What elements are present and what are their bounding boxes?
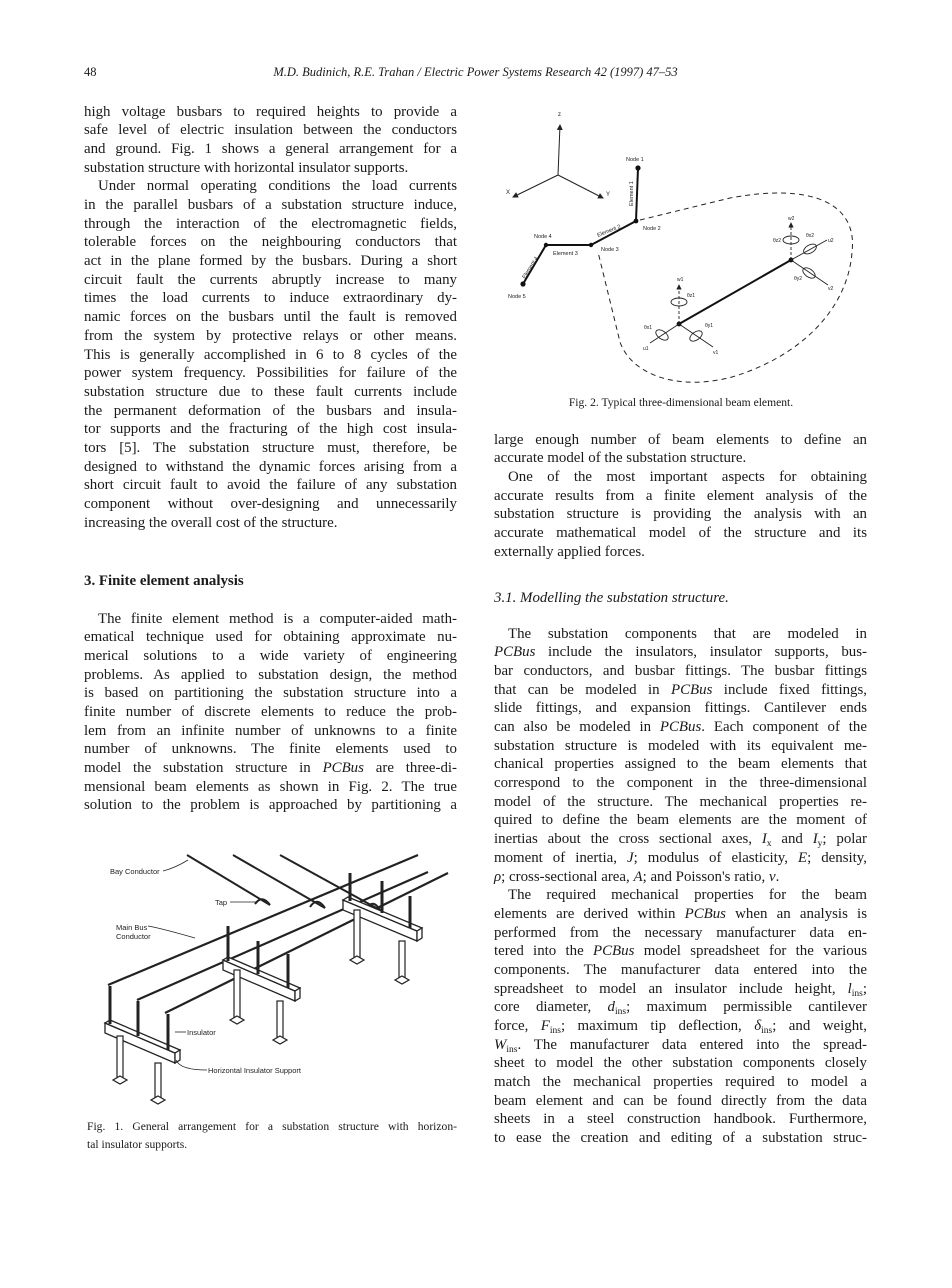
node-5-label: Node 5 (508, 294, 526, 300)
text-line: ematical technique used for obtaining approximate nu- (84, 629, 457, 646)
subscript: ins (761, 1026, 773, 1037)
nodes (520, 165, 640, 286)
theta-y2-label: θy2 (794, 276, 803, 282)
page-number: 48 (84, 65, 97, 79)
text-line: elements are derived within PCBus when an analysis is (494, 905, 867, 922)
text-line: tors [5]. The substation structure must, therefore, be (84, 439, 457, 456)
italic-run: F (540, 1018, 550, 1035)
text-line: number of unknowns. The finite elements used to (84, 741, 457, 758)
text-line: namic forces on the busbars until the fault is removed (84, 309, 457, 326)
italic-run: PCBus (671, 681, 713, 698)
text-line: can also be modeled in PCBus. Each component of the (494, 719, 867, 736)
label-horizontal-insulator-support: Horizontal Insulator Support (208, 1066, 301, 1075)
text-line: that can be modeled in PCBus include fixed fittings, (494, 681, 867, 698)
figure-2-beam-element-diagram (480, 80, 900, 390)
text-line: ρ; cross-sectional area, A; and Poisson's ratio, ν. (494, 868, 780, 885)
italic-run: J (626, 849, 634, 866)
label-insulator: Insulator (187, 1028, 216, 1037)
text-line: beam element and can be found directly from the data (494, 1092, 867, 1109)
text-line: sheet to model the other substation components closely (494, 1055, 867, 1072)
text-line: $W_{ins}$. The manufacturer data entered into the spread- (494, 1036, 867, 1055)
text-line: model the substation structure in PCBus are three-di- (84, 760, 458, 777)
text-line: designed to withstand the dynamic forces arising from a (84, 458, 457, 475)
text-line: accurate mathematical model of the structure and its (494, 525, 867, 542)
text-line: accurate model of the substation structure. (494, 450, 747, 467)
text-line: through the interaction of the electromagnetic fields, (84, 215, 457, 232)
axis-z-label: z (558, 112, 561, 118)
label-tap: Tap (215, 898, 228, 907)
figure-1-substation-drawing (80, 810, 460, 1110)
italic-run: l (847, 980, 852, 997)
text-line: from the system by protective relays or other means. (84, 327, 457, 344)
text-line: safe level of electric insulation between the conductors (84, 122, 457, 139)
text-line: core diameter, $d_{ins}$; maximum permissible cantilever (494, 999, 867, 1018)
text-line: moment of inertia, J; modulus of elasticity, E; density, (494, 849, 867, 866)
italic-run: A (633, 868, 643, 885)
text-line: accurate results from a finite element analysis of the (494, 487, 867, 504)
text-line: substation structure is modeled with its equivalent me- (494, 737, 867, 754)
node-4-label: Node 4 (534, 234, 552, 240)
text-line: chanical properties assigned to the beam elements that (494, 756, 867, 773)
text-line: The finite element method is a computer-aided math- (98, 610, 457, 627)
coordinate-axes (513, 125, 603, 198)
text-line: substation structure with horizontal insulator supports. (84, 159, 409, 176)
text-line: mensional beam elements as shown in Fig. 2. The true (84, 778, 457, 795)
text-line: component without over-designing and unnecessarily (84, 496, 457, 513)
text-line: inertias about the cross sectional axes, $I_x$ and $I_y$; polar (494, 831, 867, 850)
italic-run: d (607, 999, 615, 1016)
label-bay-conductor: Bay Conductor (110, 867, 160, 876)
text-line: problems. As applied to substation design, the method (84, 666, 457, 683)
w2-label: w2 (788, 216, 795, 222)
text-line: externally applied forces. (494, 543, 645, 560)
text-line: high voltage busbars to required heights to provide a (84, 103, 457, 120)
local-axes-node-1 (650, 285, 713, 347)
text-line: correspond to the component in the three-dimensional (494, 775, 867, 792)
italic-run: PCBus (494, 644, 536, 661)
label-main-bus-conductor: Conductor (116, 932, 151, 941)
figure-2-caption: Fig. 2. Typical three-dimensional beam element. (568, 395, 794, 409)
italic-run: PCBus (659, 719, 702, 736)
text-line: to ease the creation and editing of a substation struc- (494, 1130, 867, 1147)
text-line: circuit fault the currents abruptly increase to many (84, 271, 457, 288)
horizontal-supports (105, 897, 422, 1063)
text-line: the permanent deformation of the busbars and insula- (84, 402, 457, 419)
beam-element (679, 260, 791, 324)
u2-label: u2 (828, 238, 834, 244)
text-line: The substation components that are modeled in (508, 625, 867, 642)
text-line: The required mechanical properties for the beam (508, 887, 867, 904)
text-line: Under normal operating conditions the load currents (98, 178, 457, 195)
text-line: tolerable forces on the neighbouring conductors that (84, 234, 457, 251)
figure-1-caption (87, 1118, 457, 1155)
theta-x2-label: θx2 (806, 233, 815, 239)
caption-line: tal insulator supports. (87, 1138, 188, 1152)
node-3-label: Node 3 (601, 247, 619, 253)
element-4-label: Element 4 (521, 255, 540, 281)
node-2-label: Node 2 (643, 226, 661, 232)
subsection-heading: 3.1. Modelling the substation structure. (494, 589, 729, 606)
subscript: x (766, 839, 772, 850)
italic-run: I (812, 831, 818, 848)
text-line: tered into the PCBus model spreadsheet for the various (494, 943, 867, 960)
italic-run: W (494, 1036, 507, 1053)
subscript: ins (506, 1044, 518, 1055)
italic-run: E (797, 849, 808, 866)
text-line: model of the structure. The mechanical properties re- (494, 793, 867, 810)
text-line: solution to the problem is approached by partitioning a (84, 797, 457, 814)
section-heading: 3. Finite element analysis (84, 572, 244, 589)
text-line: This is generally accomplished in 6 to 8 cycles of the (84, 346, 457, 363)
text-line: merical solutions to a wide variety of engineering (84, 647, 457, 664)
caption-line: Fig. 1. General arrangement for a substation structure with horizon- (87, 1119, 457, 1133)
text-line: lem from an infinite number of unknowns to a finite (84, 722, 457, 739)
text-line: large enough number of beam elements to define an (494, 431, 867, 448)
text-line: increasing the overall cost of the structure. (84, 514, 338, 531)
italic-run: ρ (494, 868, 502, 885)
label-main-bus: Main Bus (116, 923, 148, 932)
left-column-intro-text (84, 103, 457, 533)
text-line: times the load currents to induce extraordinary dy- (84, 290, 457, 307)
u1-label: u1 (643, 346, 649, 352)
italic-run: PCBus (593, 943, 635, 960)
text-line: performed from the necessary manufacturer data en- (494, 924, 867, 941)
italic-run: PCBus (684, 905, 726, 922)
subscript: y (817, 839, 823, 850)
italic-run: δ (754, 1018, 762, 1035)
text-line: short circuit fault to avoid the failure of any substation (84, 477, 457, 494)
text-line: substation structure due to these fault currents include (84, 383, 457, 400)
text-line: One of the most important aspects for obtaining (508, 468, 867, 485)
text-line: spreadsheet to model an insulator include height, $l_{ins}$; (494, 980, 867, 999)
element-1-label: Element 1 (629, 181, 635, 206)
text-line: slide fittings, and expansion fittings. Cantilever ends (494, 700, 867, 717)
running-header: M.D. Budinich, R.E. Trahan / Electric Power Systems Research 42 (1997) 47–53 (273, 65, 678, 79)
theta-z2-label: θz2 (773, 238, 782, 244)
italic-run: PCBus (322, 760, 364, 777)
w1-label: w1 (677, 277, 684, 283)
text-line: force, $F_{ins}$; maximum tip deflection, $\delta_{ins}$; and weight, (494, 1018, 867, 1037)
subscript: ins (614, 1007, 627, 1018)
theta-y1-label: θy1 (705, 323, 714, 329)
text-line: tor supports and the fracturing of the high cost insula- (84, 421, 457, 438)
text-line: sheets in a steel construction handbook. Furthermore, (494, 1111, 867, 1128)
axis-y-label: Y (606, 192, 611, 198)
v2-label: v2 (828, 286, 834, 292)
italic-run: I (761, 831, 767, 848)
element-chain (523, 168, 638, 284)
left-column-fea-text (84, 610, 457, 816)
v1-label: v1 (713, 350, 719, 356)
element-2-label: Element 2 (596, 224, 622, 239)
text-line: substation structure is providing the analysis with an (494, 506, 867, 523)
subscript: ins (851, 988, 863, 999)
text-line: PCBus include the insulators, insulator supports, bus- (494, 644, 867, 661)
right-column-modelling-text (494, 625, 867, 1148)
element-3-label: Element 3 (553, 251, 578, 257)
text-line: is based on partitioning the substation structure into a (84, 685, 457, 702)
text-line: in the parallel busbars of a substation structure induce, (84, 197, 457, 214)
right-column-intro-text (494, 431, 867, 562)
text-line: match the mechanical properties required to model a (494, 1074, 867, 1091)
theta-z1-label: θz1 (687, 293, 696, 299)
text-line: bar conductors, and busbar fittings. The busbar fittings (494, 662, 867, 679)
text-line: quired to define the beam elements are the moment of (494, 812, 867, 829)
node-1-label: Node 1 (626, 157, 644, 163)
text-line: finite number of discrete elements to reduce the prob- (84, 704, 457, 721)
text-line: components. The manufacturer data entered into the (494, 961, 867, 978)
italic-run: ν (768, 868, 776, 885)
axis-x-label: X (506, 190, 511, 196)
subscript: ins (549, 1026, 561, 1037)
text-line: and ground. Fig. 1 shows a general arrangement for a (84, 140, 457, 157)
text-line: act in the plane formed by the busbars. During a short (84, 253, 457, 270)
theta-x1-label: θx1 (644, 325, 653, 331)
text-line: power system frequency. Possibilities for failure of the (84, 365, 457, 382)
